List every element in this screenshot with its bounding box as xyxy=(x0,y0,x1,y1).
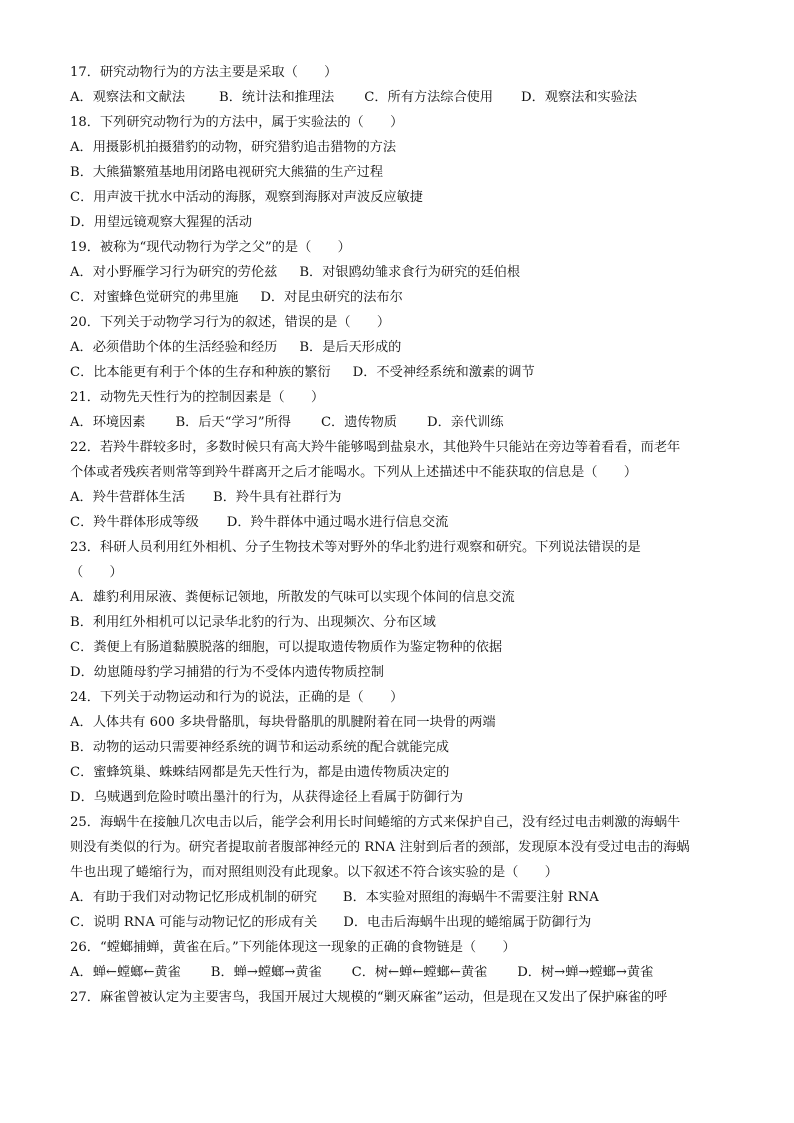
question-21-stem: 21．动物先天性行为的控制因素是（ ） xyxy=(70,390,325,405)
option-25-a: A．有助于我们对动物记忆形成机制的研究 xyxy=(70,890,317,905)
question-25-options-row1 xyxy=(70,885,730,910)
option-17-b: B．统计法和推理法 xyxy=(219,90,335,105)
option-22-d: D．羚牛群体中通过喝水进行信息交流 xyxy=(226,515,449,530)
option-21-c: C．遗传物质 xyxy=(320,415,397,430)
option-19-c: C．对蜜蜂色觉研究的弗里施 xyxy=(70,290,239,305)
option-22-b: B．羚牛具有社群行为 xyxy=(213,490,342,505)
option-18-c: C．用声波干扰水中活动的海豚，观察到海豚对声波反应敏捷 xyxy=(70,190,423,205)
question-21-options xyxy=(70,410,730,435)
question-24-stem: 24．下列关于动物运动和行为的说法，正确的是（ ） xyxy=(70,690,404,705)
option-20-a: A．必须借助个体的生活经验和经历 xyxy=(70,340,278,355)
option-22-c: C．羚牛群体形成等级 xyxy=(70,515,199,530)
question-20-options-row2 xyxy=(70,360,730,385)
question-19-options-row2 xyxy=(70,285,730,310)
question-22-stem-line2: 个体或者残疾者则常等到羚牛群离开之后才能喝水。下列从上述描述中不能获取的信息是（ ） xyxy=(70,465,638,480)
question-17-options xyxy=(70,85,730,110)
option-17-c: C．所有方法综合使用 xyxy=(364,90,494,105)
option-24-b: B．动物的运动只需要神经系统的调节和运动系统的配合就能完成 xyxy=(70,740,449,755)
question-17-stem: 17．研究动物行为的方法主要是采取（ ） xyxy=(70,65,338,80)
option-25-d: D．电击后海蜗牛出现的蜷缩属于防御行为 xyxy=(343,915,592,930)
question-25-stem-line1: 25．海蜗牛在接触几次电击以后，能学会利用长时间蜷缩的方式来保护自己，没有经过电击刺激的海蜗牛 xyxy=(70,815,681,830)
question-23-stem-line2: （ ） xyxy=(70,565,123,580)
option-18-b: B．大熊猫繁殖基地用闭路电视研究大熊猫的生产过程 xyxy=(70,165,384,180)
option-23-d: D．幼崽随母豹学习捕猎的行为不受体内遗传物质控制 xyxy=(70,665,384,680)
option-19-b: B．对银鸥幼雏求食行为研究的廷伯根 xyxy=(299,265,521,280)
option-18-d: D．用望远镜观察大猩猩的活动 xyxy=(70,215,253,230)
option-23-c: C．粪便上有肠道黏膜脱落的细胞，可以提取遗传物质作为鉴定物种的依据 xyxy=(70,640,503,655)
question-22-options-row1 xyxy=(70,485,730,510)
question-26-options xyxy=(70,960,730,985)
option-24-a: A．人体共有 600 多块骨骼肌，每块骨骼肌的肌腱附着在同一块骨的两端 xyxy=(70,715,496,730)
document-page xyxy=(70,60,730,1010)
option-25-b: B．本实验对照组的海蜗牛不需要注射 RNA xyxy=(342,890,599,905)
option-18-a: A．用摄影机拍摄猎豹的动物，研究猎豹追击猎物的方法 xyxy=(70,140,397,155)
option-21-d: D．亲代训练 xyxy=(427,415,504,430)
question-19-options-row1 xyxy=(70,260,730,285)
option-25-c: C．说明 RNA 可能与动物记忆的形成有关 xyxy=(70,915,318,930)
option-20-b: B．是后天形成的 xyxy=(299,340,402,355)
option-19-d: D．对昆虫研究的法布尔 xyxy=(260,290,403,305)
option-26-b: B．蝉→螳螂→黄雀 xyxy=(210,965,322,980)
question-20-stem: 20．下列关于动物学习行为的叙述，错误的是（ ） xyxy=(70,315,391,330)
option-21-a: A．环境因素 xyxy=(70,415,146,430)
option-26-c: C．树←蝉←螳螂←黄雀 xyxy=(351,965,488,980)
option-26-d: D．树→蝉→螳螂→黄雀 xyxy=(517,965,654,980)
option-24-c: C．蜜蜂筑巢、蛛蛛结网都是先天性行为，都是由遗传物质决定的 xyxy=(70,765,450,780)
option-21-b: B．后天“学习”所得 xyxy=(175,415,291,430)
option-24-d: D．乌贼遇到危险时喷出墨汁的行为，从获得途径上看属于防御行为 xyxy=(70,790,464,805)
option-23-a: A．雄豹利用尿液、粪便标记领地，所散发的气味可以实现个体间的信息交流 xyxy=(70,590,515,605)
option-20-c: C．比本能更有利于个体的生存和种族的繁衍 xyxy=(70,365,331,380)
option-22-a: A．羚牛营群体生活 xyxy=(70,490,186,505)
option-17-a: A．观察法和文献法 xyxy=(70,90,186,105)
option-19-a: A．对小野雁学习行为研究的劳伦兹 xyxy=(70,265,278,280)
question-27-stem: 27．麻雀曾被认定为主要害鸟，我国开展过大规模的“剿灭麻雀”运动，但是现在又发出了保护麻雀的呼 xyxy=(70,990,668,1005)
question-22-stem-line1: 22．若羚牛群较多时，多数时候只有高大羚牛能够喝到盐泉水，其他羚牛只能站在旁边等着看看，而老年 xyxy=(70,440,681,455)
question-25-options-row2 xyxy=(70,910,730,935)
question-26-stem: 26．“螳螂捕蝉，黄雀在后。”下列能体现这一现象的正确的食物链是（ ） xyxy=(70,940,516,955)
question-19-stem: 19．被称为“现代动物行为学之父”的是（ ） xyxy=(70,240,351,255)
question-18-stem: 18．下列研究动物行为的方法中，属于实验法的（ ） xyxy=(70,115,404,130)
option-20-d: D．不受神经系统和激素的调节 xyxy=(352,365,535,380)
question-22-options-row2 xyxy=(70,510,730,535)
option-26-a: A．蝉←螳螂←黄雀 xyxy=(70,965,181,980)
question-25-stem-line3: 牛也出现了蜷缩行为，而对照组则没有此现象。以下叙述不符合该实验的是（ ） xyxy=(70,865,558,880)
question-20-options-row1 xyxy=(70,335,730,360)
option-23-b: B．利用红外相机可以记录华北豹的行为、出现频次、分布区域 xyxy=(70,615,436,630)
question-23-stem-line1: 23．科研人员利用红外相机、分子生物技术等对野外的华北豹进行观察和研究。下列说法错误的是 xyxy=(70,540,641,555)
option-17-d: D．观察法和实验法 xyxy=(521,90,638,105)
question-25-stem-line2: 则没有类似的行为。研究者提取前者腹部神经元的 RNA 注射到后者的颈部，发现原本没有受过电击的海蜗 xyxy=(70,840,690,855)
